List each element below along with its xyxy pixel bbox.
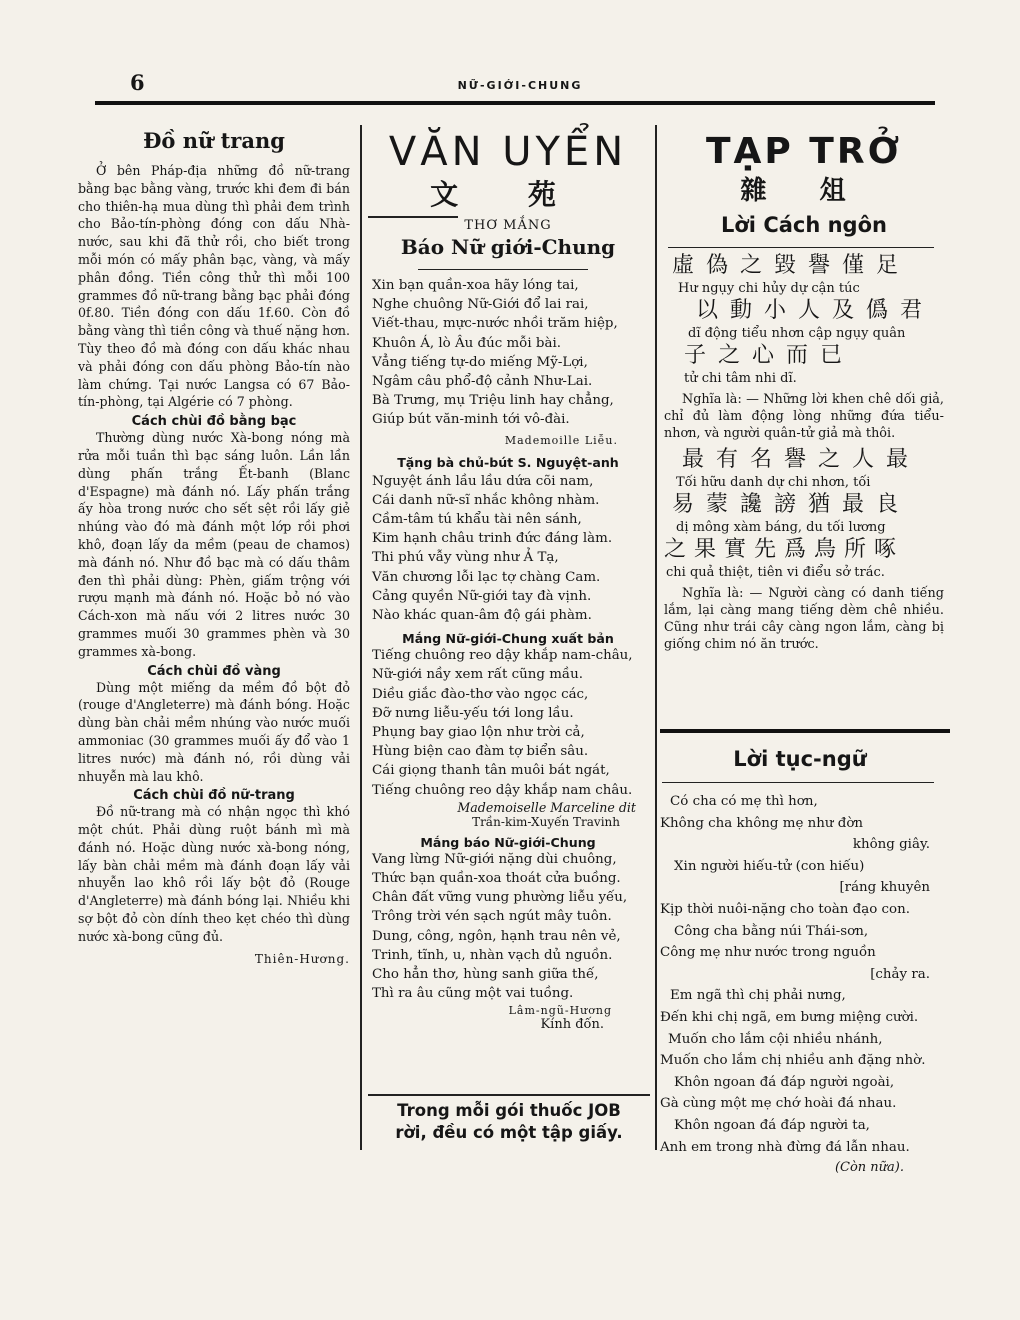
poem2-title: Tặng bà chủ-bút S. Nguyệt-anh xyxy=(397,454,619,470)
maxim1-meaning: Nghĩa là: — Những lời khen chê dối giả, chỉ đủ làm động lòng những đứa tiểu-nhơn, và người quân-tử giả mà thôi. xyxy=(664,392,944,441)
proverb-line: [chảy ra. xyxy=(870,966,930,982)
poem-line: Giúp bút văn-minh tới vô-đài. xyxy=(372,412,570,428)
poem-line: Cái giọng thanh tân muôi bát ngát, xyxy=(372,763,610,779)
column-divider-right xyxy=(655,125,657,1150)
proverb-line: Muốn cho lắm cội nhiều nhánh, xyxy=(668,1031,883,1047)
poem-line: Nghe chuông Nữ-Giới đổ lai rai, xyxy=(372,297,589,313)
poem-line: Nào khác quan-âm độ gái phàm. xyxy=(372,608,592,624)
tuc-ngu-title: Lời tục-ngữ xyxy=(733,747,867,771)
poem-line: Trinh, tĩnh, u, nhàn vạch dủ nguồn. xyxy=(372,947,613,963)
proverb-line: [ráng khuyên xyxy=(839,880,930,896)
maxim1-cjk-2: 以動小人及僞君 xyxy=(696,298,935,323)
poem-line: Vẳng tiếng tự-do miếng Mỹ-Lợi, xyxy=(372,354,588,370)
column-divider-left xyxy=(360,125,362,1150)
poem-line: Tiếng chuông reo dậy khắp nam châu. xyxy=(372,782,633,798)
proverb-line: Kịp thời nuôi-nặng cho toàn đạo con. xyxy=(660,901,910,917)
poem-line: Viết-thau, mực-nước nhồi trăm hiệp, xyxy=(372,316,618,332)
continued-note: (Còn nữa). xyxy=(834,1160,904,1176)
proverbs xyxy=(660,791,940,1158)
proverb-line: Công mẹ như nước trong nguồn xyxy=(660,945,876,961)
silver-text: Thường dùng nước Xà-bong nóng mà rửa mỗi tuần thì bạc sáng luôn. Lần lần dùng phấn trắng Ết-banh (Blanc d'Espagne) mà đánh nó. Lấy phấn trắng ấy hòa trong nước cho sết sệt rồi lấy giẻ nhúng vào đó mà đánh một lớp rồi phơi khô, đoạn lấy da mềm (peau de chamos) mà đánh nó. Như đồ bạc mà có dấu thâm đen thì phải dùng: Phèn, giấm trộng với rượu mạnh mà đánh nó. Hoặc bỏ nó vào Cách-xon mà nấu với 2 litres nước 30 grammes muối 30 grammes phèn và 30 grammes xà-bong. xyxy=(78,430,350,659)
poem3-author: Mademoiselle Marceline dit xyxy=(457,799,636,815)
poem3-title: Mắng Nữ-giới-Chung xuất bản xyxy=(402,631,614,647)
maxim1-cjk-3: 子之心而已 xyxy=(684,343,855,368)
silver-heading: Cách chùi đồ bằng bạc xyxy=(131,414,297,430)
running-title: NỮ-GIỚI-CHUNG xyxy=(457,79,583,92)
poem-line: Cho hẳn thơ, hùng sanh giữa thế, xyxy=(372,967,599,983)
poem-line: Tiếng chuông reo dậy khắp nam-châu, xyxy=(372,648,633,664)
left-signature: Thiên-Hương. xyxy=(254,951,350,966)
maxim2-trans-2: dị mông xàm báng, du tối lương xyxy=(676,520,886,535)
proverb-line: Muốn cho lắm chị nhiều anh đặng nhờ. xyxy=(660,1053,926,1069)
section-label: THƠ MẮNG xyxy=(464,218,552,233)
poem-line: Thức bạn quần-xoa thoát cửa buồng. xyxy=(372,871,621,887)
poem-line: Thi phú vẫy vùng như Ả Tạ, xyxy=(372,550,559,566)
poem-line: Thì ra âu cũng một vai tuồng. xyxy=(372,986,574,1002)
left-column xyxy=(78,126,350,966)
proverb-line: Đến khi chị ngã, em bưng miệng cười. xyxy=(660,1009,919,1025)
proverb-line: Anh em trong nhà đừng đá lẫn nhau. xyxy=(660,1139,910,1155)
proverb-line: Khôn ngoan đá đáp người ngoài, xyxy=(674,1074,895,1090)
proverb-line: Xin người hiếu-tử (con hiếu) xyxy=(674,858,865,874)
poem2 xyxy=(368,472,648,626)
section-divider-thick xyxy=(660,729,950,733)
article-title: Đồ nữ trang xyxy=(143,128,285,153)
proverb-line: Công cha bằng núi Thái-sơn, xyxy=(674,923,869,939)
poem4-author: Lâm-ngũ-Hương xyxy=(508,1003,612,1017)
article-intro: Ở bên Pháp-địa những đồ nữ-trang bằng bạc bằng vàng, trước khi đem đi bán cho thiên-hạ mua dùng thì phải đem trình cho Bảo-tín-phòng đóng con dấu Nhà-nước, sau khi đã thử rồi, cho biết trong mỗi món có mấy phân bạc, vàng, và mấy phân đồng. Tiền công thử thì mỗi 100 grammes đồ nữ-trang bằng bạc phải đóng 0f.80. Tiền đóng con dấu 1f.60. Còn đồ bằng vàng thì tiền công và thuế nặng hơn. Tùy theo đồ mà đóng con dấu khác nhau và phải đóng con dấu phòng Bảo-tín nào làm chứng. Tại nước Langsa có 67 Bảo-tín-phòng, tại Algérie có 7 phòng. xyxy=(78,163,350,410)
maxim1-cjk-1: 虛偽之毀譽僅足 xyxy=(672,253,911,278)
poem-line: Dung, công, ngôn, hạnh trau nên vẻ, xyxy=(372,928,621,944)
poem-line: Cầm-tâm tú khẩu tài nên sánh, xyxy=(372,512,582,528)
poem-line: Bà Trưng, mụ Triệu linh hay chẳng, xyxy=(372,393,614,409)
header-rule xyxy=(95,101,935,105)
jewel-text: Đồ nữ-trang mà có nhận ngọc thì khó một chút. Phải dùng ruột bánh mì mà đánh nó. Hoặc dùng nước xà-bong nóng, lấy bàn chải mềm mà đánh đoạn lấy vải nhuyễn lao khô rồi lấy bột đỏ (Rouge d'Angleterre) mà đánh bóng lại. Nhiều khi sợ bột đỏ còn dính theo kẹt chéo thì dùng nước xà-bong cũng đủ. xyxy=(78,804,350,944)
poem-line: Chân đất vững vung phường liễu yếu, xyxy=(372,890,628,906)
maxim2-trans-1: Tối hữu danh dự chi nhơn, tối xyxy=(676,475,871,490)
poem-line: Vang lừng Nữ-giới nặng dùi chuông, xyxy=(372,851,617,867)
poem1-title: Báo Nữ giới-Chung xyxy=(400,235,616,259)
poem-line: Nguyệt ánh lầu lầu dứa cõi nam, xyxy=(372,473,594,489)
jewel-heading: Cách chùi đồ nữ-trang xyxy=(133,788,295,804)
poem-line: Nữ-giới nầy xem rất cũng mầu. xyxy=(372,667,584,683)
maxim1-trans-1: Hư ngụy chi hủy dự cận túc xyxy=(678,281,860,296)
poem4-closing: Kính đốn. xyxy=(540,1016,604,1032)
poem-line: Kim hạnh châu trinh đức đáng làm. xyxy=(372,531,613,547)
poem-line: Trông trời vén sạch ngút mây tuôn. xyxy=(372,909,612,925)
middle-column xyxy=(368,130,648,1032)
proverb-line: Không cha không mẹ như đờn xyxy=(660,815,864,831)
page-number: 6 xyxy=(130,70,145,95)
gold-text: Dùng một miếng da mềm đồ bột đỏ (rouge d'Angleterre) mà đánh bóng. Hoặc dùng bàn chải mềm nhúng vào nước muối ammoniac (30 grammes muối ấy đổ vào 1 litres nước) mà đánh nó, rồi dùng vải nhuyễn mà lau khô. xyxy=(78,679,350,784)
poem-line: Khuôn Á, lò Âu đúc mỗi bài. xyxy=(372,335,562,351)
proverb-line: Em ngã thì chị phải nưng, xyxy=(670,988,846,1004)
poem-line: Cảng quyền Nữ-giới tay đà vịnh. xyxy=(372,588,592,604)
tap-tro-cjk: 雜 俎 xyxy=(740,176,868,206)
maxim2-cjk-3: 之果實先爲鳥所啄 xyxy=(664,537,905,562)
poem-line: Xin bạn quần-xoa hãy lóng tai, xyxy=(372,278,579,293)
cach-ngon-rule xyxy=(668,247,934,248)
poem-line: Hùng biện cao đàm tợ biển sâu. xyxy=(372,744,589,760)
poem-line: Phụng bay giao lộn như trời cả, xyxy=(372,725,585,741)
maxim1-trans-2: dĩ động tiểu nhơn cập ngụy quân xyxy=(688,326,906,341)
right-column xyxy=(664,130,944,653)
poem-line: Diều giắc đào-thơ vào ngọc các, xyxy=(372,686,589,702)
maxim2-trans-3: chi quả thiệt, tiên vi điểu sở trác. xyxy=(666,565,885,580)
poem1 xyxy=(368,276,648,430)
poem4-title: Mắng báo Nữ-giới-Chung xyxy=(420,834,596,850)
ad-line-2: rời, đều có một tập giấy. xyxy=(395,1123,623,1142)
proverb-line: Gà cùng một mẹ chớ hoài đá nhau. xyxy=(660,1096,897,1112)
poem3 xyxy=(368,646,648,800)
section-title-van-uyen: VĂN UYỂN xyxy=(388,129,628,175)
tuc-ngu-rule xyxy=(662,782,934,783)
poem1-rule xyxy=(418,269,588,270)
proverb-line: không giây. xyxy=(852,837,930,853)
poem-line: Văn chương lỗi lạc tợ chàng Cam. xyxy=(372,569,601,585)
poem-line: Đỡ nưng liễu-yếu tới long lầu. xyxy=(372,705,574,721)
poem-line: Ngâm câu phổ-độ cảnh Như-Lai. xyxy=(372,374,593,390)
maxim1-trans-3: tử chi tâm nhi dĩ. xyxy=(684,371,797,386)
poem4 xyxy=(368,850,648,1004)
tuc-ngu-section xyxy=(660,744,940,1175)
cach-ngon-title: Lời Cách ngôn xyxy=(721,213,887,237)
maxim2-cjk-1: 最有名譽之人最 xyxy=(682,447,921,472)
proverb-line: Khôn ngoan đá đáp người ta, xyxy=(674,1117,870,1133)
poem-line: Cái danh nữ-sĩ nhắc không nhàm. xyxy=(372,492,600,508)
ad-line-1: Trong mỗi gói thuốc JOB xyxy=(397,1101,621,1120)
section-title-cjk: 文 苑 xyxy=(430,178,586,211)
poem1-author: Mademoille Liễu. xyxy=(504,433,618,447)
section-title-tap-tro: TẠP TRỞ xyxy=(705,131,903,172)
ad-box xyxy=(368,1100,650,1144)
proverb-line: Có cha có mẹ thì hơn, xyxy=(670,794,818,809)
ad-box-rule xyxy=(368,1094,650,1096)
maxim2-cjk-2: 易蒙讒謗猶最良 xyxy=(672,492,911,517)
maxim2-meaning: Nghĩa là: — Người càng có danh tiếng lắm, lại càng mang tiếng dèm chê nhiều. Cũng như trái cây càng ngon lắm, càng bị giống chim nó ăn trước. xyxy=(664,586,944,652)
gold-heading: Cách chùi đồ vàng xyxy=(147,663,281,679)
poem3-author-place: Trần-kim-Xuyến Travinh xyxy=(472,814,620,829)
